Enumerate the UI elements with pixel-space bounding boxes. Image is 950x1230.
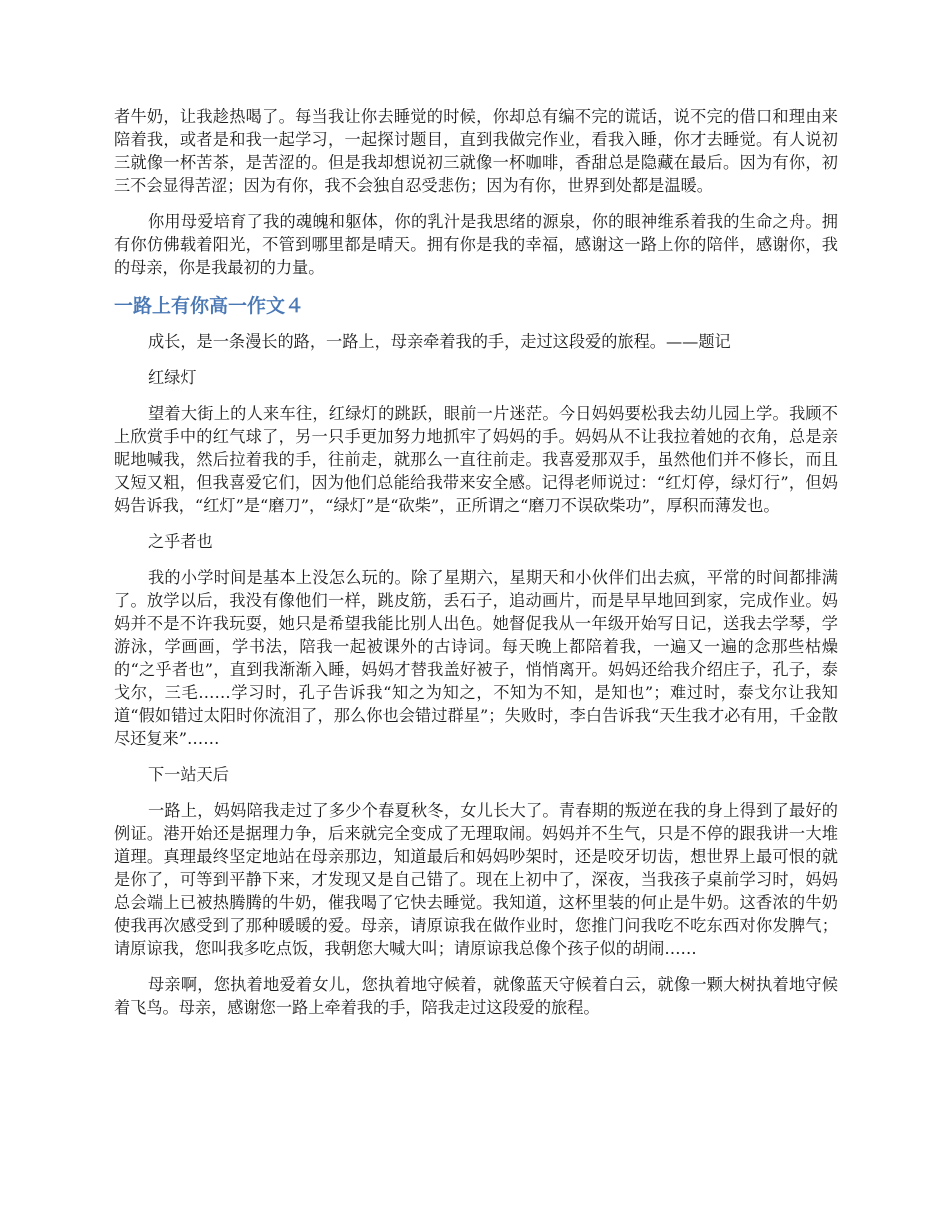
intro-paragraph-2: 你用母爱培育了我的魂魄和躯体，你的乳汁是我思绪的源泉，你的眼神维系着我的生命之舟。拥有你仿佛载着阳光，不管到哪里都是晴天。拥有你是我的幸福，感谢这一路上你的陪伴，感谢你，我的母亲，你是我最初的力量。 — [114, 212, 838, 277]
subsection-text-classics: 我的小学时间是基本上没怎么玩的。除了星期六，星期天和小伙伴们出去疯，平常的时间都排满了。放学以后，我没有像他们一样，跳皮筋，丢石子，追动画片，而是早早地回到家，完成作业。妈妈并不是不许我玩耍，她只是希望我能比别人出色。她督促我从一年级开始写日记，送我去学琴，学游泳，学画画，学书法，陪我一起被课外的古诗词。每天晚上都陪着我，一遍又一遍的念那些枯燥的“之乎者也”，直到我渐渐入睡，妈妈才替我盖好被子，悄悄离开。妈妈还给我介绍庄子，孔子，泰戈尔，三毛……学习时，孔子告诉我“知之为知之，不知为不知，是知也”；难过时，泰戈尔让我知道“假如错过太阳时你流泪了，那么你也会错过群星”；失败时，李白告诉我“天生我才必有用，千金散尽还复来”…… — [114, 568, 838, 748]
document-page — [114, 105, 838, 1032]
subsection-label-next-stop: 下一站天后 — [148, 765, 229, 784]
closing-paragraph: 母亲啊，您执着地爱着女儿，您执着地守候着，就像蓝天守候着白云，就像一颗大树执着地守候着飞鸟。母亲，感谢您一路上牵着我的手，陪我走过这段爱的旅程。 — [114, 975, 838, 1017]
subsection-text-traffic-light: 望着大街上的人来车往，红绿灯的跳跃，眼前一片迷茫。今日妈妈要松我去幼儿园上学。我顾不上欣赏手中的红气球了，另一只手更加努力地抓牢了妈妈的手。妈妈从不让我拉着她的衣角，总是亲昵地喊我，然后拉着我的手，往前走，就那么一直往前走。我喜爱那双手，虽然他们并不修长，而且又短又粗，但我喜爱它们，因为他们总能给我带来安全感。记得老师说过：“红灯停，绿灯行”，但妈妈告诉我，“红灯”是“磨刀”，“绿灯”是“砍柴”，正所谓之“磨刀不误砍柴功”，厚积而薄发也。 — [114, 404, 838, 515]
section-title: 一路上有你高一作文４ — [114, 295, 305, 317]
intro-paragraph-1: 者牛奶，让我趁热喝了。每当我让你去睡觉的时候，你却总有编不完的谎话，说不完的借口和理由来陪着我，或者是和我一起学习，一起探讨题目，直到我做完作业，看我入睡，你才去睡觉。有人说初三就像一杯苦茶，是苦涩的。但是我却想说初三就像一杯咖啡，香甜总是隐藏在最后。因为有你，初三不会显得苦涩；因为有你，我不会独自忍受悲伤；因为有你，世界到处都是温暖。 — [114, 107, 838, 195]
epigraph: 成长，是一条漫长的路，一路上，母亲牵着我的手，走过这段爱的旅程。——题记 — [148, 332, 731, 351]
subsection-label-traffic-light: 红绿灯 — [148, 368, 197, 387]
subsection-label-classics: 之乎者也 — [148, 532, 213, 551]
subsection-text-next-stop: 一路上，妈妈陪我走过了多少个春夏秋冬，女儿长大了。青春期的叛逆在我的身上得到了最好的例证。港开始还是据理力争，后来就完全变成了无理取闹。妈妈并不生气，只是不停的跟我讲一大堆道理。真理最终坚定地站在母亲那边，知道最后和妈妈吵架时，还是咬牙切齿，想世界上最可恨的就是你了，可等到平静下来，才发现又是自己错了。现在上初中了，深夜，当我孩子桌前学习时，妈妈总会端上已被热腾腾的牛奶，催我喝了它快去睡觉。我知道，这杯里装的何止是牛奶。这香浓的牛奶使我再次感受到了那种暖暖的爱。母亲，请原谅我在做作业时，您推门问我吃不吃东西对你发脾气；请原谅我，您叫我多吃点饭，我朝您大喊大叫；请原谅我总像个孩子似的胡闹…… — [114, 801, 838, 958]
